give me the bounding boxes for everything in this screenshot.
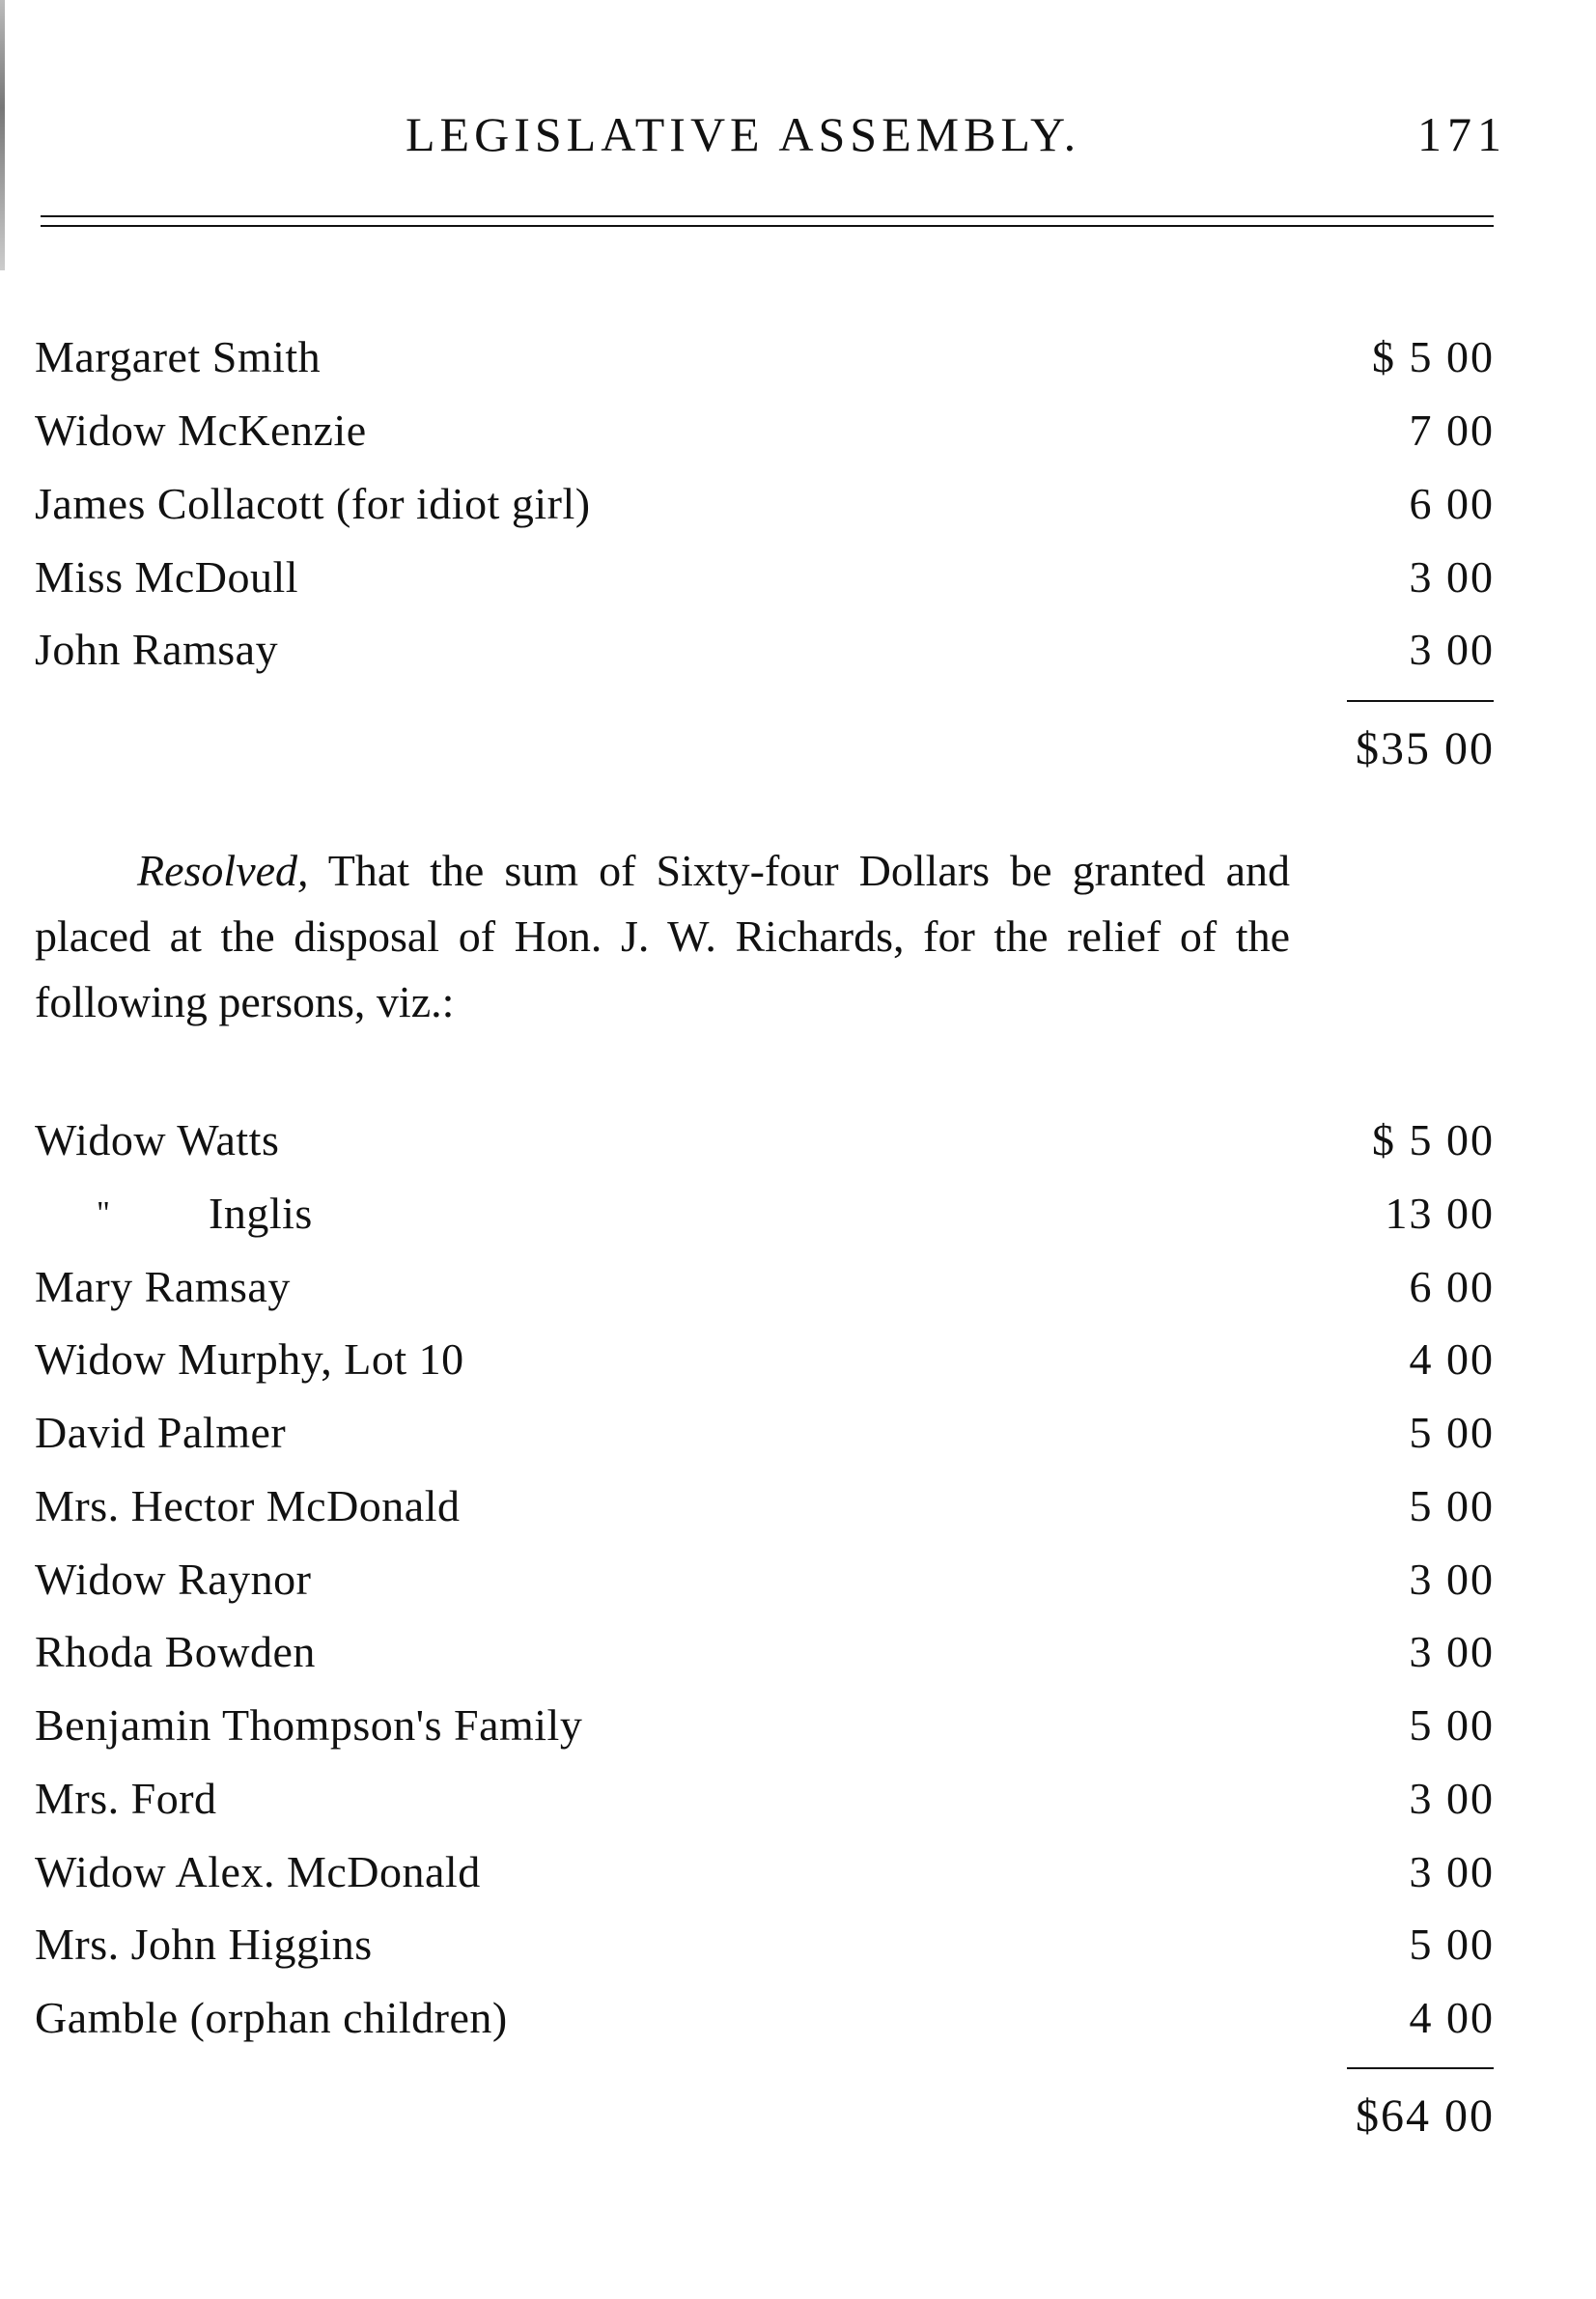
running-header: LEGISLATIVE ASSEMBLY. — [406, 107, 1081, 161]
payee-amount: $ 5 00 — [1372, 1115, 1495, 1164]
payee-name: Gamble (orphan children) — [35, 1993, 508, 2042]
list-item — [35, 397, 1495, 464]
payee-amount: 4 00 — [1409, 1993, 1495, 2042]
payee-amount: 13 00 — [1385, 1189, 1495, 1238]
total-rule — [1347, 2067, 1494, 2069]
list-item — [35, 1253, 1495, 1321]
payee-name: Widow Alex. McDonald — [35, 1847, 481, 1896]
list-total: $35 00 — [1356, 723, 1495, 774]
payee-amount: 4 00 — [1409, 1334, 1495, 1384]
list-item — [35, 1765, 1495, 1833]
payee-amount: 6 00 — [1409, 1262, 1495, 1311]
payee-name: Mrs. Hector McDonald — [35, 1481, 461, 1530]
list-item — [35, 1984, 1495, 2052]
payee-amount: 3 00 — [1409, 1847, 1495, 1896]
list-item — [35, 1838, 1495, 1906]
payee-name: James Collacott (for idiot girl) — [35, 479, 591, 528]
header-rule-bottom — [41, 225, 1494, 227]
payee-amount: 5 00 — [1409, 1920, 1495, 1969]
resolution-text: That the sum of Sixty-four Dollars be granted and placed at the disposal of Hon. J. W. Richards, for the relief of the following persons, viz.: — [35, 846, 1290, 1026]
payee-amount: $ 5 00 — [1372, 332, 1495, 381]
payee-name: Mrs. Ford — [35, 1774, 217, 1823]
list-item — [35, 1692, 1495, 1759]
list-item — [35, 1546, 1495, 1613]
payee-amount: 5 00 — [1409, 1481, 1495, 1530]
payee-amount: 6 00 — [1409, 479, 1495, 528]
resolution-paragraph — [35, 838, 1290, 1035]
payee-name: Widow Murphy, Lot 10 — [35, 1334, 464, 1384]
resolved-word: Resolved, — [137, 846, 309, 895]
list-item — [35, 470, 1495, 538]
page-number: 171 — [1417, 107, 1507, 161]
payee-name: Widow Raynor — [35, 1555, 312, 1604]
payee-amount: 3 00 — [1409, 1627, 1495, 1676]
list-item — [35, 544, 1495, 611]
list-item — [35, 616, 1495, 684]
list-item — [35, 1107, 1495, 1174]
payee-name: John Ramsay — [35, 625, 279, 674]
ditto-mark: " — [97, 1195, 110, 1231]
payee-name: Margaret Smith — [35, 332, 322, 381]
payee-amount: 3 00 — [1409, 1774, 1495, 1823]
header-rule-top — [41, 215, 1494, 217]
payee-name: Widow McKenzie — [35, 406, 367, 455]
payee-name: Benjamin Thompson's Family — [35, 1700, 583, 1750]
payee-name: Widow Watts — [35, 1115, 280, 1164]
payee-amount: 5 00 — [1409, 1408, 1495, 1457]
payee-name: Miss McDoull — [35, 552, 299, 602]
payee-amount: 3 00 — [1409, 552, 1495, 602]
list-item — [35, 1472, 1495, 1540]
payee-amount: 3 00 — [1409, 1555, 1495, 1604]
list-item — [35, 1618, 1495, 1686]
payee-name: Mrs. John Higgins — [35, 1920, 373, 1969]
payee-name: Inglis — [209, 1189, 313, 1238]
page-edge-shadow — [0, 0, 5, 270]
list-total: $64 00 — [1356, 2090, 1495, 2142]
list-item — [35, 1911, 1495, 1978]
payee-name: David Palmer — [35, 1408, 287, 1457]
list-item — [35, 1399, 1495, 1467]
payee-amount: 3 00 — [1409, 625, 1495, 674]
list-item — [35, 1180, 1495, 1248]
list-item — [35, 323, 1495, 391]
payee-name: Mary Ramsay — [35, 1262, 291, 1311]
payee-amount: 7 00 — [1409, 406, 1495, 455]
payee-amount: 5 00 — [1409, 1700, 1495, 1750]
payee-name: Rhoda Bowden — [35, 1627, 316, 1676]
list-item — [35, 1326, 1495, 1393]
total-rule — [1347, 700, 1494, 702]
